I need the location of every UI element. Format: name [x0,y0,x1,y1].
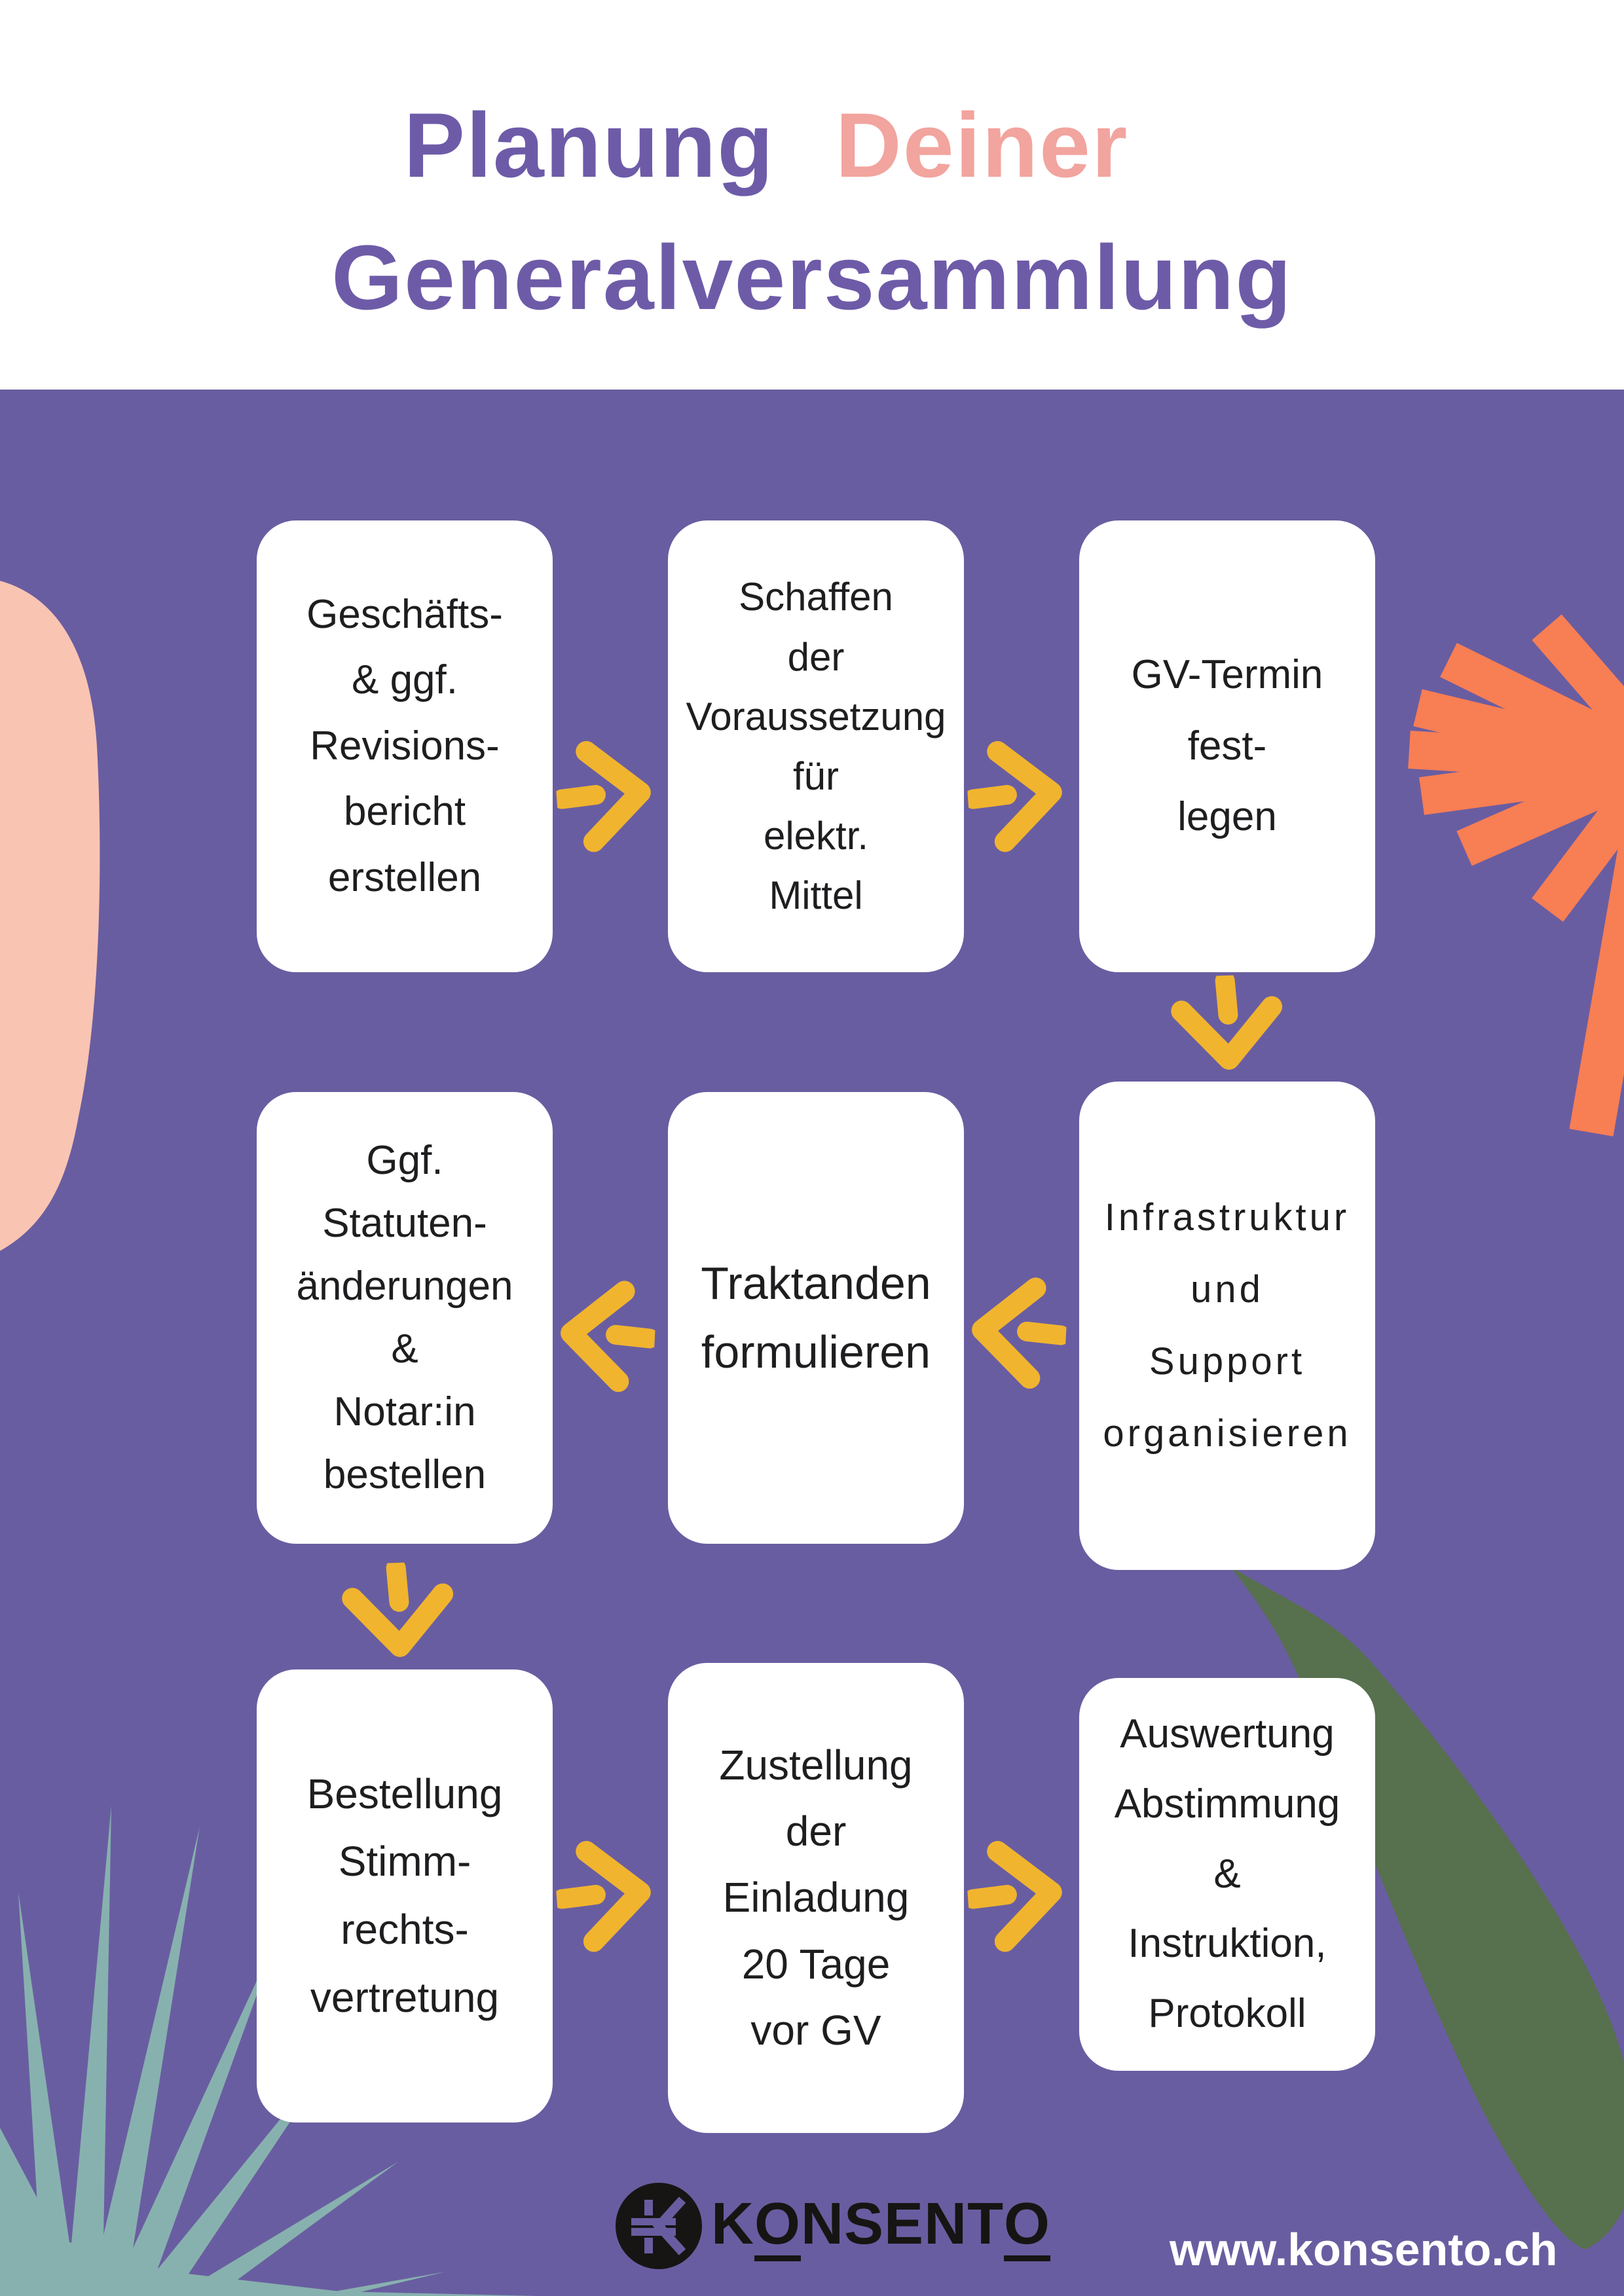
brand-wordmark [711,2191,1051,2261]
step-line: & [1213,1851,1241,1897]
step-box-gv-termin [1079,520,1375,972]
title-word-planung: Planung [403,94,775,196]
brand-letter-o-underlined: O [1004,2195,1050,2261]
step-box-stimmrechtsvertretung [257,1669,553,2123]
step-line: GV-Termin [1131,652,1323,698]
step-line: änderungen [296,1263,513,1309]
step-line: bestellen [323,1452,487,1498]
step-line: Bestellung [306,1770,503,1817]
step-line: & [391,1326,418,1372]
header [0,0,1624,390]
step-line: legen [1177,794,1277,840]
step-line: fest- [1187,723,1267,769]
step-line: organisieren [1103,1412,1352,1455]
step-line: Statuten- [322,1200,487,1246]
step-line: der [785,1808,847,1855]
step-line: vor GV [750,2006,881,2054]
step-line: Notar:in [333,1389,476,1435]
page-title-line1 [0,94,1578,196]
pink-blob-shape [0,576,100,1267]
arrow-right-icon [964,730,1071,861]
step-line: vertretung [310,1973,500,2021]
title-word-deiner: Deiner [835,94,1129,196]
step-line: der [787,634,845,679]
step-line: formulieren [701,1326,931,1377]
step-box-voraussetzung [668,520,964,972]
step-line: Auswertung [1120,1711,1335,1757]
step-line: Ggf. [366,1137,443,1183]
step-line: und [1190,1267,1264,1311]
step-box-traktanden [668,1092,964,1544]
step-line: & ggf. [352,657,458,703]
step-box-statuten [257,1092,553,1544]
brand-letters: NSENT [801,2191,1005,2257]
arrow-down-icon [334,1561,462,1664]
step-line: elektr. [763,814,869,858]
konsento-k-logo-icon [616,2183,702,2269]
step-line: Stimm- [338,1838,471,1886]
arrow-down-icon [1163,974,1291,1076]
arrow-right-icon [964,1830,1071,1961]
starburst-icon [1409,627,1624,1133]
arrow-left-icon [553,1271,658,1400]
website-url: www.konsento.ch [1170,2224,1558,2275]
step-line: Abstimmung [1114,1781,1340,1827]
arrow-left-icon [965,1267,1069,1397]
step-line: für [792,754,840,798]
step-line: Support [1149,1340,1306,1383]
step-line: Zustellung [719,1741,913,1789]
brand-letter-o-underlined: O [754,2195,801,2261]
step-line: Traktanden [701,1258,931,1309]
step-line: Instruktion, [1128,1921,1327,1967]
step-line: Protokoll [1148,1990,1306,2036]
step-box-auswertung [1079,1678,1375,2071]
page-title-line2: Generalversammlung [331,226,1293,329]
step-line: rechts- [341,1906,469,1953]
step-line: Mittel [769,873,863,918]
step-box-infrastruktur [1079,1082,1375,1570]
arrow-right-icon [553,1830,659,1961]
step-line: erstellen [327,854,482,900]
step-line: Schaffen [739,575,893,619]
step-line: Infrastruktur [1104,1195,1350,1239]
step-line: Geschäfts- [306,591,503,637]
step-line: 20 Tage [741,1940,891,1988]
step-line: bericht [343,789,466,835]
step-box-geschaeftsbericht [257,520,553,972]
arrow-right-icon [553,730,659,861]
step-line: Einladung [722,1874,910,1922]
brand-letter: K [711,2191,754,2257]
step-box-zustellung [668,1663,964,2133]
step-line: Revisions- [310,723,500,769]
step-line: Voraussetzung [686,694,946,738]
